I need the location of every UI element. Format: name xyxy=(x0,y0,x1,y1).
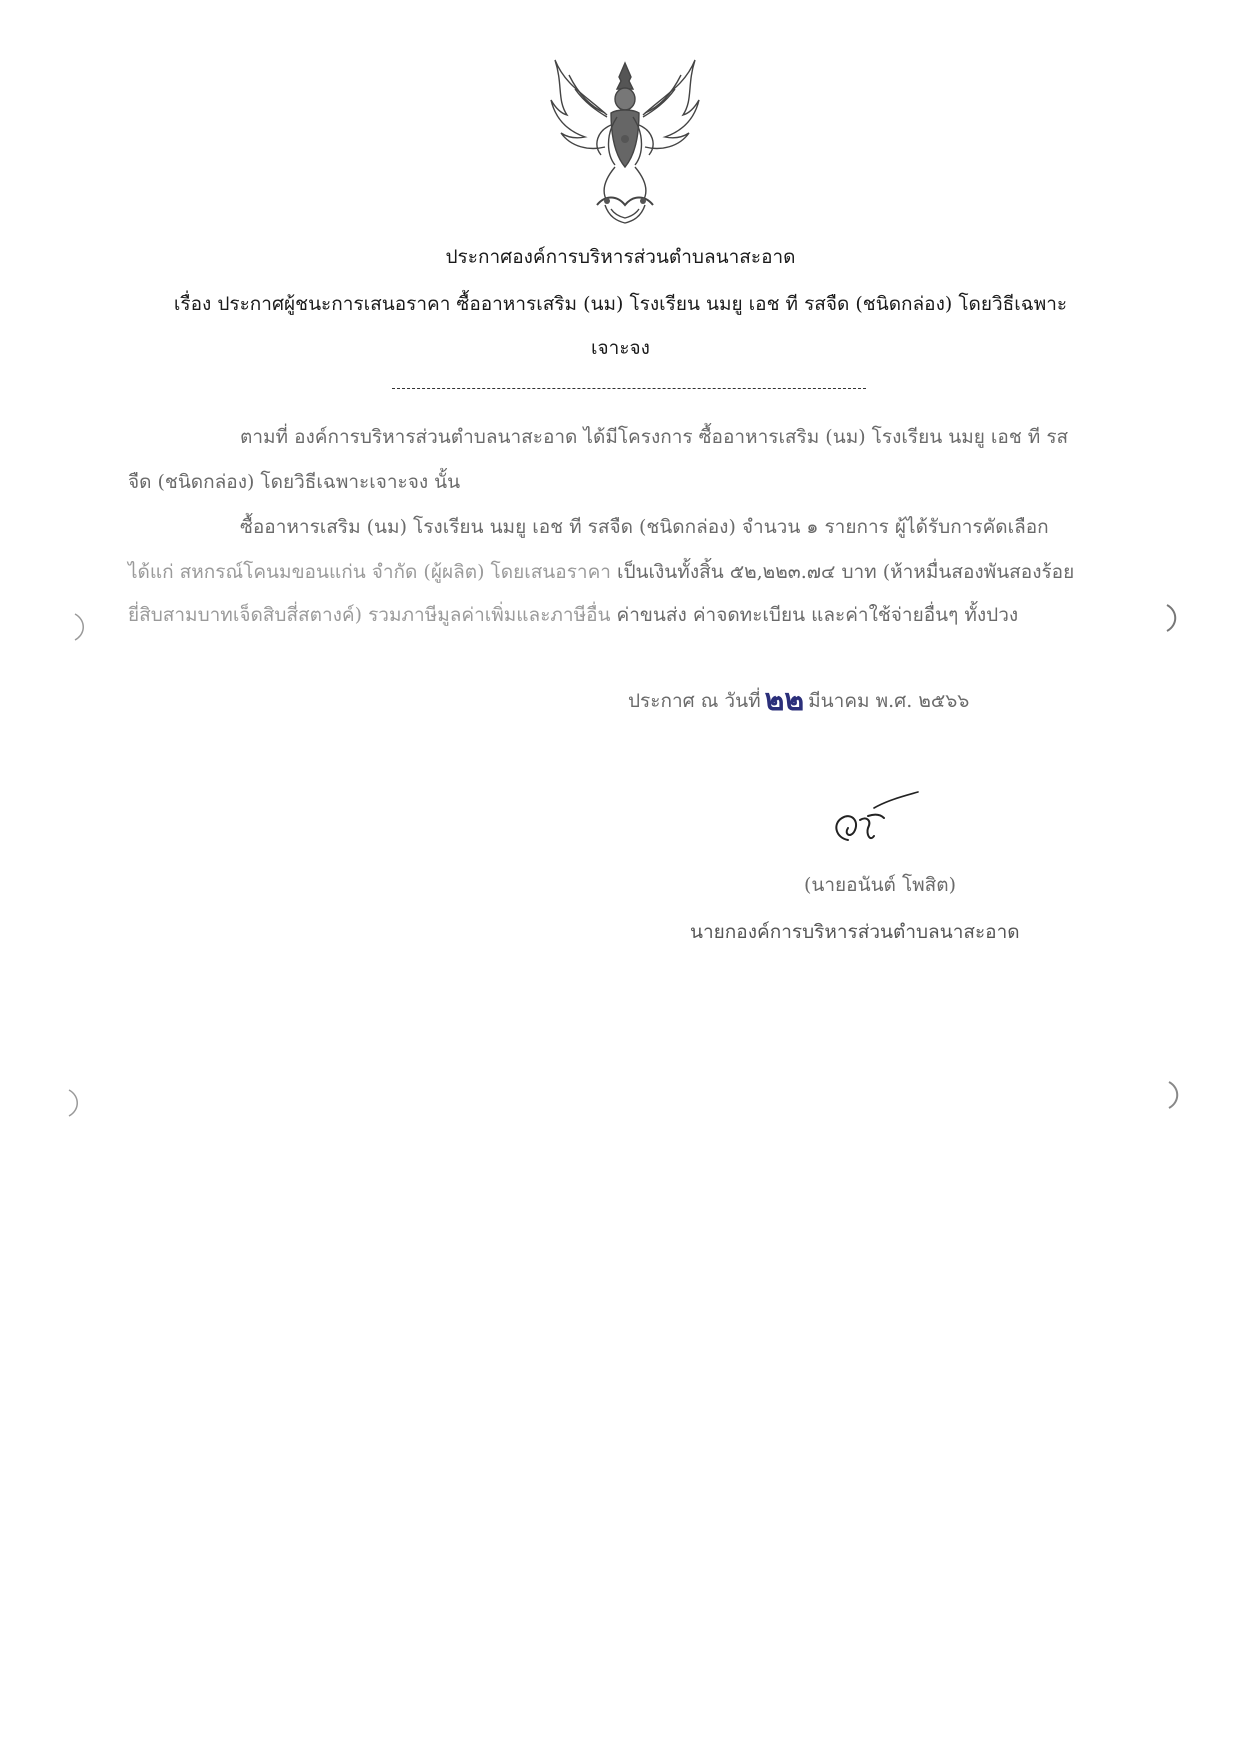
announcement-heading: ประกาศองค์การบริหารส่วนตำบลนาสะอาด xyxy=(445,246,796,268)
paragraph-2-line-3-faded: ยี่สิบสามบาทเจ็ดสิบสี่สตางค์) รวมภาษีมูลค่าเพิ่มและภาษีอื่น xyxy=(128,604,611,626)
handwritten-signature-icon xyxy=(818,790,928,860)
signer-name: (นายอนันต์ โพสิต) xyxy=(803,874,957,896)
paragraph-2-line-1: ซื้ออาหารเสริม (นม) โรงเรียน นมยู เอช ที รสจืด (ชนิดกล่อง) จำนวน ๑ รายการ ผู้ได้รับการคัดเลือก xyxy=(240,516,1049,538)
paragraph-2-line-2 xyxy=(128,560,1074,584)
garuda-emblem-icon xyxy=(545,55,705,225)
date-month-year: มีนาคม พ.ศ. ๒๕๖๖ xyxy=(808,690,970,712)
paragraph-2-line-3-text: ค่าขนส่ง ค่าจดทะเบียน และค่าใช้จ่ายอื่นๆ ทั้งปวง xyxy=(610,604,1019,626)
announcement-subject-continued: เจาะจง xyxy=(591,337,650,359)
date-day-handwritten: ๒๒ xyxy=(764,683,805,718)
paragraph-2-line-2-text: เป็นเงินทั้งสิ้น ๕๒,๒๒๓.๗๔ บาท (ห้าหมื่นสองพันสองร้อย xyxy=(610,561,1075,583)
paragraph-2-line-2-faded: ได้แก่ สหกรณ์โคนมขอนแก่น จำกัด (ผู้ผลิต) โดยเสนอราคา xyxy=(128,561,611,583)
announcement-date xyxy=(628,683,970,718)
punch-hole-mark xyxy=(66,1088,82,1118)
punch-hole-mark xyxy=(1166,1080,1182,1110)
paragraph-1-line-1: ตามที่ องค์การบริหารส่วนตำบลนาสะอาด ได้มีโครงการ ซื้ออาหารเสริม (นม) โรงเรียน นมยู เอช ที รส xyxy=(240,426,1069,448)
separator-rule xyxy=(392,388,866,389)
punch-hole-mark xyxy=(72,612,88,642)
paragraph-2-line-3 xyxy=(128,603,1018,627)
paragraph-1-line-2: จืด (ชนิดกล่อง) โดยวิธีเฉพาะเจาะจง นั้น xyxy=(128,471,461,493)
date-prefix: ประกาศ ณ วันที่ xyxy=(628,690,761,712)
announcement-subject: เรื่อง ประกาศผู้ชนะการเสนอราคา ซื้ออาหารเสริม (นม) โรงเรียน นมยู เอช ที รสจืด (ชนิดกล่อง) โดยวิธีเฉพาะ xyxy=(173,293,1068,315)
punch-hole-mark xyxy=(1164,603,1180,633)
signer-position: นายกองค์การบริหารส่วนตำบลนาสะอาด xyxy=(690,921,1020,943)
